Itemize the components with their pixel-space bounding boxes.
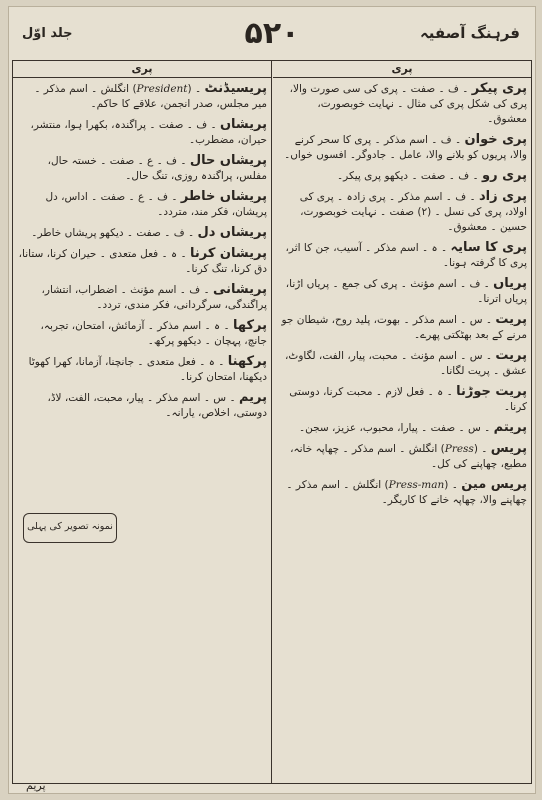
entry-definition: ہ ۔ فعل متعدی ۔ حیران کرنا، ستانا، دق کرنا، تنگ کرنا۔ [18,248,267,275]
entry-headword: پریسیڈنٹ [204,81,267,96]
entry-headword: پرکھنا [227,354,267,369]
entry-headword: پریشانی [213,282,267,297]
entry-headword: پری زاد [478,189,527,204]
dictionary-entry: پریشاں حال ۔ ف ۔ ع ۔ صفت ۔ خستہ حال، مفلس، پراگندہ روزی، تنگ حال۔ [47,153,267,182]
entry-definition: ف ۔ اسم مذکر ۔ پری کا سحر کرنے والا، پریوں کو بلانے والا، عامل ۔ جادوگر۔ افسوں خواں۔ [284,134,527,161]
dictionary-entry: پریت ۔ س ۔ اسم مؤنث ۔ محبت، پیار، الفت، لگاوٹ، عشق ۔ پریت لگانا۔ [285,348,527,377]
entry-headword: پریس [490,441,527,456]
dictionary-entry: پریشان کرنا ۔ ہ ۔ فعل متعدی ۔ حیران کرنا، ستانا، دق کرنا، تنگ کرنا۔ [18,246,267,275]
left-column [17,81,267,763]
entry-headword: پریت [495,348,527,363]
dictionary-entry: پریت جوڑنا ۔ ہ ۔ فعل لازم ۔ محبت کرنا، دوستی کرنا۔ [289,384,527,413]
volume-label: جلد اوّل [22,26,73,41]
entry-definition: س ۔ اسم مؤنث ۔ محبت، پیار، الفت، لگاوٹ، عشق ۔ پریت لگانا۔ [285,350,527,377]
dictionary-entry: پری خوان ۔ ف ۔ اسم مذکر ۔ پری کا سحر کرنے والا، پریوں کو بلانے والا، عامل ۔ جادوگر۔ افسوں خواں۔ [284,132,527,161]
dictionary-entry: پریس مین ۔ (Press-man) انگلش ۔ اسم مذکر ۔ چھاپنے والا، چھاپہ خانے کا کاریگر۔ [286,477,527,506]
page-number: ۵۲۰ [244,16,300,51]
entry-definition: ف ۔ صفت ۔ پری کی سی صورت والا، پری کی شکل پری کی مثال ۔ نہایت خوبصورت، معشوق۔ [289,83,527,125]
dictionary-entry: پریاں ۔ ف ۔ اسم مؤنث ۔ پری کی جمع ۔ پریاں اڑنا، پریاں اترنا۔ [285,276,527,305]
entry-definition: ہ ۔ فعل لازم ۔ محبت کرنا، دوستی کرنا۔ [289,386,527,413]
entry-definition: ہ ۔ اسم مذکر ۔ آسیب، جن کا اثر، پری کا گرفتہ ہونا۔ [285,242,527,269]
dictionary-entry: پریشاں دل ۔ ف ۔ صفت ۔ دیکھو پریشاں خاطر۔ [31,225,267,240]
entry-definition: انگلش ۔ اسم مذکر ۔ چھاپہ خانہ، مطبع، چھاپنے کی کل۔ [290,443,527,470]
entry-headword: پری کا سایہ [450,240,527,255]
entry-definition: ہ ۔ اسم مذکر ۔ آزمائش، امتحان، تجربہ، جانچ، پہچان ۔ دیکھو پرکھ۔ [40,320,267,347]
dictionary-entry: پرکھا ۔ ہ ۔ اسم مذکر ۔ آزمائش، امتحان، تجربہ، جانچ، پہچان ۔ دیکھو پرکھ۔ [40,318,267,347]
column-divider [271,61,272,783]
entry-definition: ہ ۔ فعل متعدی ۔ جانچنا، آزمانا، کھرا کھوٹا دیکھنا، امتحان کرنا۔ [28,356,267,383]
dictionary-entry: پری پیکر ۔ ف ۔ صفت ۔ پری کی سی صورت والا، پری کی شکل پری کی مثال ۔ نہایت خوبصورت، معشوق۔ [289,81,527,125]
dictionary-entry: پریشاں خاطر ۔ ف ۔ ع ۔ صفت ۔ اداس، دل پریشان، فکر مند، متردد۔ [45,189,267,218]
dictionary-entry: پریت ۔ س ۔ اسم مذکر ۔ بھوت، پلید روح، شیطان جو مرنے کے بعد بھٹکتی پھرے۔ [281,312,527,341]
entry-definition: س ۔ صفت ۔ پیارا، محبوب، عزیز، سجن۔ [298,422,481,434]
dictionary-entry: پرکھنا ۔ ہ ۔ فعل متعدی ۔ جانچنا، آزمانا، کھرا کھوٹا دیکھنا، امتحان کرنا۔ [28,354,267,383]
entry-headword: پریشاں خاطر [180,189,267,204]
entry-english-term: President [136,83,188,95]
entry-headword: پریم [238,390,267,405]
dictionary-entry: پری رو ۔ ف ۔ صفت ۔ دیکھو پری پیکر۔ [337,168,527,183]
dictionary-entry: پریس ۔ (Press) انگلش ۔ اسم مذکر ۔ چھاپہ خانہ، مطبع، چھاپنے کی کل۔ [290,441,527,470]
dictionary-entry: پریشاں ۔ ف ۔ صفت ۔ پراگندہ، بکھرا ہوا، منتشر، حیران، مضطرب۔ [30,117,267,146]
entry-definition: ف ۔ صفت ۔ دیکھو پریشاں خاطر۔ [31,227,185,239]
entry-headword: پریشاں [219,117,267,132]
entry-headword: پریتم [493,420,527,435]
page-frame [12,60,532,784]
dictionary-page [8,6,536,794]
entry-headword: پریت [495,312,527,327]
entry-headword: پریاں [493,276,527,291]
page-header [8,14,536,54]
entry-english-term: Press-man [388,479,445,491]
dictionary-entry: پریتم ۔ س ۔ صفت ۔ پیارا، محبوب، عزیز، سجن۔ [298,420,527,435]
entry-definition: ف ۔ صفت ۔ پراگندہ، بکھرا ہوا، منتشر، حیران، مضطرب۔ [30,119,267,146]
entry-headword: پریت جوڑنا [456,384,527,399]
dictionary-entry: پریشانی ۔ ف ۔ اسم مؤنث ۔ اضطراب، انتشار، پراگندگی، سرگردانی، فکر مندی، تردد۔ [41,282,267,311]
entry-definition: س ۔ اسم مذکر ۔ بھوت، پلید روح، شیطان جو مرنے کے بعد بھٹکتی پھرے۔ [281,314,527,341]
entry-definition: انگلش ۔ اسم مذکر ۔ چھاپنے والا، چھاپہ خانے کا کاریگر۔ [286,479,527,506]
entry-english-term: Press [444,443,474,455]
entry-headword: پریشاں دل [197,225,267,240]
dictionary-entry: پری زاد ۔ ف ۔ اسم مذکر ۔ پری زادہ ۔ پری کی اولاد، پری کی نسل ۔ (۲) صفت ۔ نہایت خوبصورت، حسین ۔ معشوق۔ [299,189,527,233]
entry-headword: پری خوان [464,132,527,147]
entry-headword: پری رو [482,168,527,183]
boxed-note: نمونہ تصویر کی پہلی [23,513,117,543]
page-footer: پریم [26,779,46,792]
entry-headword: پریشان کرنا [190,246,267,261]
right-column-heading: پری [273,61,531,78]
entry-definition: س ۔ اسم مذکر ۔ پیار، محبت، الفت، لاڈ، دوستی، اخلاص، یارانہ۔ [47,392,267,419]
book-title: فرہنگ آصفیہ [420,24,520,42]
entry-headword: پریس مین [461,477,527,492]
entry-headword: پریشاں حال [189,153,267,168]
entry-headword: پرکھا [233,318,267,333]
dictionary-entry: پری کا سایہ ۔ ہ ۔ اسم مذکر ۔ آسیب، جن کا اثر، پری کا گرفتہ ہونا۔ [285,240,527,269]
entry-definition: ف ۔ ع ۔ صفت ۔ خستہ حال، مفلس، پراگندہ روزی، تنگ حال۔ [47,155,267,182]
entry-definition: ف ۔ ع ۔ صفت ۔ اداس، دل پریشان، فکر مند، متردد۔ [45,191,267,218]
right-column [277,81,527,763]
entry-definition: ف ۔ اسم مؤنث ۔ پری کی جمع ۔ پریاں اڑنا، پریاں اترنا۔ [285,278,527,305]
left-column-heading: پری [13,61,271,78]
entry-definition: ف ۔ اسم مذکر ۔ پری زادہ ۔ پری کی اولاد، پری کی نسل ۔ (۲) صفت ۔ نہایت خوبصورت، حسین ۔ معشوق۔ [299,191,527,233]
entry-definition: انگلش ۔ اسم مذکر ۔ میر مجلس، صدر انجمن، علاقے کا حاکم۔ [34,83,267,110]
entry-definition: ف ۔ اسم مؤنث ۔ اضطراب، انتشار، پراگندگی، سرگردانی، فکر مندی، تردد۔ [41,284,267,311]
dictionary-entry: پریسیڈنٹ ۔ (President) انگلش ۔ اسم مذکر ۔ میر مجلس، صدر انجمن، علاقے کا حاکم۔ [34,81,267,110]
entry-definition: ف ۔ صفت ۔ دیکھو پری پیکر۔ [337,170,470,182]
dictionary-entry: پریم ۔ س ۔ اسم مذکر ۔ پیار، محبت، الفت، لاڈ، دوستی، اخلاص، یارانہ۔ [47,390,267,419]
entry-headword: پری پیکر [471,81,527,96]
